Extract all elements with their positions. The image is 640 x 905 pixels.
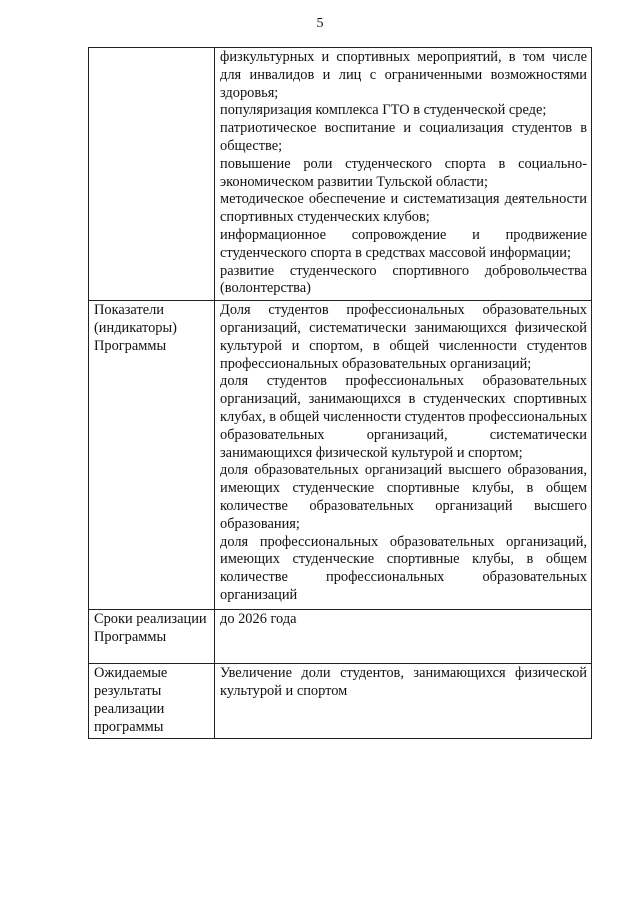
list-item: Увеличение доли студентов, занимающихся физической культурой и спортом	[220, 665, 587, 699]
row-content	[215, 610, 592, 664]
row-content	[215, 301, 592, 610]
list-item: доля студентов профессиональных образовательных организаций, занимающихся в студенческих спортивных клубах, в общей численности студентов профессиональных образовательных организаций, систематически занимающихся физической культурой и спортом;	[220, 373, 588, 461]
list-item: Доля студентов профессиональных образовательных организаций, систематически занимающихся физической культурой и спортом, в общей численности студентов профессиональных образовательных организаций;	[220, 302, 587, 372]
row-content	[215, 48, 592, 301]
list-item: информационное сопровождение и продвижение студенческого спорта в средствах массовой информации;	[220, 226, 587, 261]
list-item: развитие студенческого спортивного добровольчества (волонтерства)	[220, 262, 587, 297]
row-label	[89, 48, 215, 301]
program-passport-table	[88, 47, 592, 739]
table-row	[89, 48, 592, 301]
row-content	[215, 664, 592, 739]
list-item: доля образовательных организаций высшего образования, имеющих студенческие спортивные клубы, в общем количестве образовательных организаций высшего образования;	[220, 462, 587, 532]
table-row	[89, 664, 592, 739]
list-item: повышение роли студенческого спорта в социально-экономическом развитии Тульской области;	[220, 155, 587, 190]
list-item: физкультурных и спортивных мероприятий, в том числе для инвалидов и лиц с ограниченными возможностями здоровья;	[220, 49, 587, 101]
row-label: Показатели (индикаторы) Программы	[89, 301, 215, 610]
list-item: доля профессиональных образовательных организаций, имеющих студенческие спортивные клубы, в общем количестве профессиональных образовательных организаций	[220, 533, 587, 603]
row-label: Ожидаемые результаты реализации программы	[89, 664, 215, 739]
list-item: патриотическое воспитание и социализация студентов в обществе;	[220, 120, 587, 154]
row-label: Сроки реализации Программы	[89, 610, 215, 664]
list-item: до 2026 года	[220, 611, 297, 628]
page-number: 5	[316, 16, 324, 31]
table-row	[89, 610, 592, 664]
list-item: популяризация комплекса ГТО в студенческой среде;	[220, 102, 547, 119]
table-row	[89, 301, 592, 610]
list-item: методическое обеспечение и систематизация деятельности спортивных студенческих клубов;	[220, 191, 587, 226]
